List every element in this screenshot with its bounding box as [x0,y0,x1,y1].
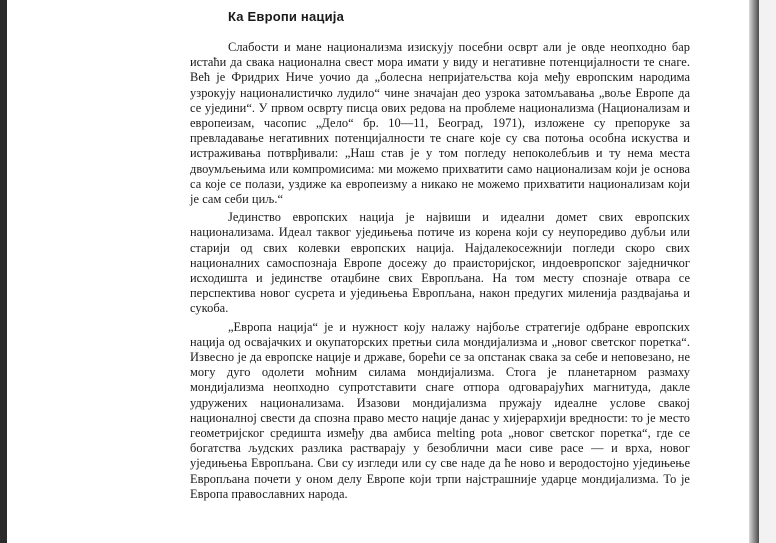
scan-right-shadow [749,0,759,543]
scan-right-margin [759,0,776,543]
paragraph-1: Слабости и мане национализма изискују посебни осврт али је овде неопходно бар истаћи да свака национална свест мора имати у виду и негативне потенцијалности те снаге. Већ је Фридрих Ниче уочио да „болесна непријатељства која међу европским народима узрокују националистичко лудило“ чине значајан део узрока затомљавања „воље Европе да се уједини“. У првом осврту писца ових редова на проблеме национализма (Национализам и европеизам, часопис „Дело“ бр. 10—11, Београд, 1971), изложене су препоруке за превладавање негативних потенцијалности те снаге које су сва потоња особна искуства и истраживања потврђивали: „Наш став је у том погледу непоколебљив и ту нема места двоумљењима или компромисима: ми можемо прихватити само национализам који је основа са које се полази, уздиже ка европеизму а никако не можемо прихватити национализам који је сам себи циљ.“ [190,40,690,207]
paragraph-2: Јединство европских нација је највиши и идеални домет свих европских национализама. Идеал таквог уједињења потиче из корена који су неупоредиво дубљи или старији од свих колевки европских нација. Најдалекосежнији погледи скоро свих националних самоспознаја Европе досежу до праисторијског, индоевропског заједничког исходишта и јединстве отаџбине свих Европљана. На том месту спознаје отвара се перспектива новог сусрета и уједињења Европљана, након предугих миленија раздвајања и сукоба. [190,210,690,316]
article-body [190,40,690,502]
article-title: Ка Европи нација [228,9,345,24]
scan-left-edge [0,0,7,543]
document-page [190,8,690,505]
paragraph-3: „Европа нација“ је и нужност коју налажу најбоље стратегије одбране европских нација од освајачких и окупаторских претњи сила мондијализма и „новог светског поретка“. Извесно је да европске нације и државе, борећи се за опстанак свака за себе и неповезано, не могу дуго одолети моћним силама мондијализма. Стога је планетарном размаху мондијализма неопходно супротставити снаге отпора одговарајућих магнитуда, дакле удружених национализама. Изазови мондијализма пружају идеалне услове свакој националној свести да спозна право место нације данас у хијерархији вредности: то је место геометријског средишта између два амбиса melting pota „новог светског поретка“, где се богатства људских разлика растварају у безоблични маси сиве расе — и врха, новог уједињења Европљана. Сви су изгледи или су све наде да ће ново и веродостојно уједињење Европљана почети у оном делу Европе који трпи најстрашније ударце мондијализма. То је Европа православних народа. [190,319,690,501]
